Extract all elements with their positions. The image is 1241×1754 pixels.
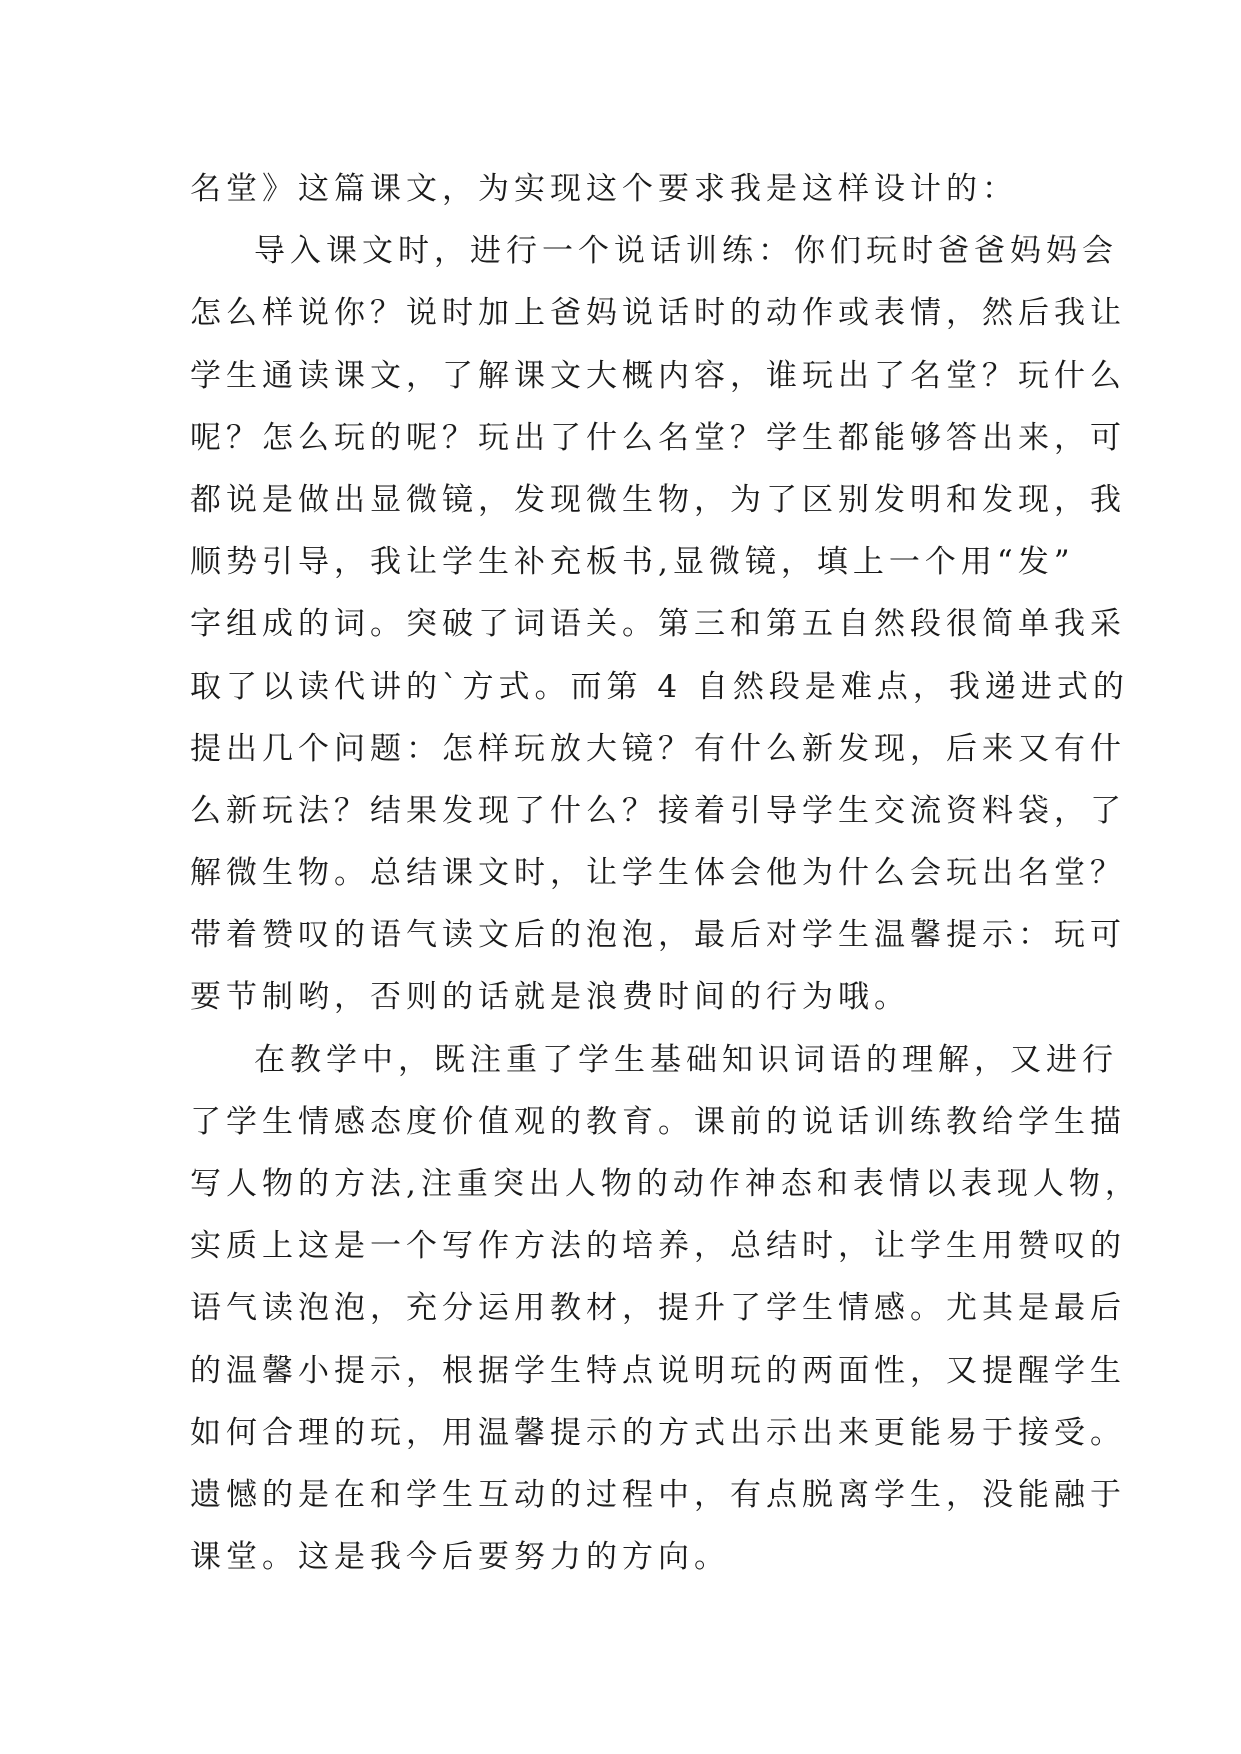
text-line-10: 提出几个问题：怎样玩放大镜？有什么新发现，后来又有什 [190, 730, 1126, 767]
paragraph-3-line-1: 在教学中，既注重了学生基础知识词语的理解，又进行 [254, 1041, 1118, 1078]
text-line-5: 呢？怎么玩的呢？玩出了什么名堂？学生都能够答出来，可 [190, 419, 1126, 456]
text-line-11: 么新玩法？结果发现了什么？接着引导学生交流资料袋，了 [190, 792, 1126, 829]
text-line-6: 都说是做出显微镜，发现微生物，为了区别发明和发现，我 [190, 481, 1126, 518]
text-line-17: 写人物的方法,注重突出人物的动作神态和表情以表现人物， [190, 1166, 1141, 1202]
text-line-22: 遗憾的是在和学生互动的过程中，有点脱离学生，没能融于 [190, 1476, 1126, 1513]
document-body [190, 158, 1141, 1588]
text-line-23: 课堂。这是我今后要努力的方向。 [190, 1539, 730, 1576]
text-line-16: 了学生情感态度价值观的教育。课前的说话训练教给学生描 [190, 1103, 1126, 1140]
paragraph-2-line-1: 导入课文时，进行一个说话训练：你们玩时爸爸妈妈会 [254, 233, 1118, 270]
text-line-7: 顺势引导，我让学生补充板书,显微镜，填上一个用“发” [190, 544, 1075, 581]
text-line-21: 如何合理的玩，用温馨提示的方式出示出来更能易于接受。 [190, 1414, 1126, 1451]
text-line-20: 的温馨小提示，根据学生特点说明玩的两面性，又提醒学生 [190, 1352, 1126, 1389]
text-line-14: 要节制哟，否则的话就是浪费时间的行为哦。 [190, 979, 910, 1016]
text-line-4: 学生通读课文，了解课文大概内容，谁玩出了名堂？玩什么 [190, 357, 1126, 394]
text-line-13: 带着赞叹的语气读文后的泡泡，最后对学生温馨提示：玩可 [190, 917, 1126, 954]
text-line-12: 解微生物。总结课文时，让学生体会他为什么会玩出名堂？ [190, 855, 1126, 892]
text-line-9: 取了以读代讲的`方式。而第 4 自然段是难点，我递进式的 [190, 668, 1129, 705]
text-line-8: 字组成的词。突破了词语关。第三和第五自然段很简单我采 [190, 606, 1126, 643]
text-line-3: 怎么样说你？说时加上爸妈说话时的动作或表情，然后我让 [190, 295, 1126, 332]
text-line-19: 语气读泡泡，充分运用教材，提升了学生情感。尤其是最后 [190, 1290, 1126, 1327]
text-line-18: 实质上这是一个写作方法的培养，总结时，让学生用赞叹的 [190, 1228, 1126, 1265]
text-line-1: 名堂》这篇课文，为实现这个要求我是这样设计的： [190, 171, 1018, 207]
